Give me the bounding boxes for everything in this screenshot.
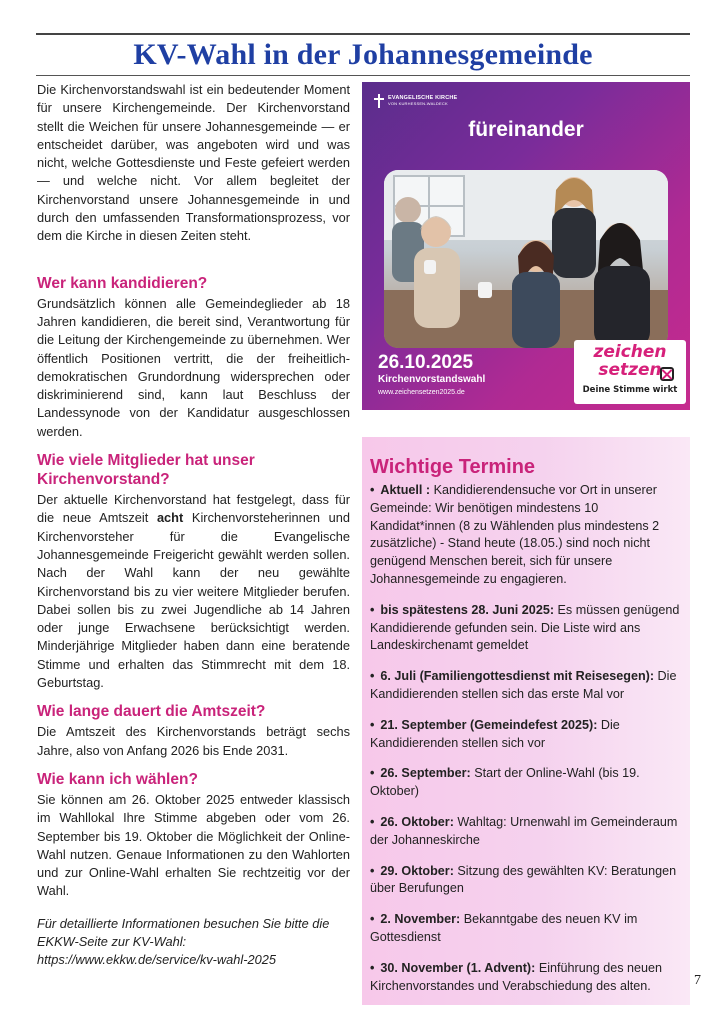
dates-heading: Wichtige Termine <box>370 456 536 478</box>
list-item: • 26. September: Start der Online-Wahl (bis 19. Oktober) <box>370 766 640 799</box>
poster-claim: füreinander <box>468 118 584 141</box>
title-rule <box>36 75 690 76</box>
zeichen-setzen-logo: zeichen setzen Deine Stimme wirkt <box>574 340 686 404</box>
section-heading: Wie viele Mitglieder hat unser Kirchenvorstand? <box>37 452 255 489</box>
section-members <box>37 451 350 692</box>
org-name: EVANGELISCHE KIRCHE <box>388 94 458 101</box>
election-date: 26.10.2025 <box>378 352 474 373</box>
campaign-url[interactable]: www.zeichensetzen2025.de <box>378 389 465 396</box>
ballot-check-icon <box>660 367 674 381</box>
group-photo-illustration <box>384 170 668 348</box>
section-body: Grundsätzlich können alle Gemeindeglieder ab 18 Jahren kandidieren, die bereit sind, Verantwortung für die Leitung der Kirchengemeinde zu übernehmen. Wer öffentlich Positionen vertritt, die der freiheitlich-demokratischen Grundordnung widersprechen oder diskriminierend sind, kann laut Beschluss der Landessynode von der Kandidatur ausgeschlossen werden. <box>37 295 350 439</box>
article-column <box>37 81 350 970</box>
section-term <box>37 702 350 760</box>
group-photo <box>384 170 668 348</box>
list-item: • bis spätestens 28. Juni 2025: Es müssen genügend Kandidierende gefunden sein. Die Liste wird ans Landeskirchenamt gemeldet <box>370 602 680 653</box>
cross-icon <box>374 94 384 108</box>
section-body: Der aktuelle Kirchenvorstand hat festgelegt, dass für die neue Amtszeit acht Kirchenvorsteherinnen und Kirchenvorsteher für die Evangelische Johannesgemeinde Freigericht gewählt werden sollen. Nach der Wahl kann der neu gewählte Kirchenvorstand bis zu vier weitere Mitglieder berufen. Dabei sollen bis zu zwei Jugendliche ab 14 Jahren oder junge Erwachsene berücksichtigt werden. Minderjährige Mitglieder haben dann eine beratende Stimme und erhalten das Stimmrecht mit dem 18. Geburtstag. <box>37 492 350 691</box>
list-item: • 21. September (Gemeindefest 2025): Die Kandidierenden stellen sich vor <box>370 717 620 750</box>
page-title: KV-Wahl in der Johannesgemeinde <box>133 38 593 71</box>
section-voting <box>37 770 350 901</box>
page-number: 7 <box>694 973 701 988</box>
section-body: Sie können am 26. Oktober 2025 entweder klassisch im Wahllokal Ihre Stimme abgeben oder vom 26. September bis 19. Oktober die Möglichkeit der Online-Wahl nutzen. Genaue Informationen zu den Wahlorten und zur Online-Wahl erhalten Sie rechtzeitig vor der Wahl. <box>37 791 350 899</box>
org-region: VON KURHESSEN-WALDECK <box>388 101 448 106</box>
ekkw-logo <box>374 94 457 108</box>
intro-paragraph: Die Kirchenvorstandswahl ist ein bedeutender Moment für unsere Kirchengemeinde. Der Kirchenvorstand stellt die Weichen für unsere Johannesgemeinde — er entscheidet darüber, was angeboten wird und was nicht, welche Gottesdienste und Feste gefeiert werden— und welche nicht. Vor allem begleitet der Kirchenvorstand unsere Johannesgemeinde in und durch den umfassenden Transformationsprozess, vor dem die Kirche in diesen Zeiten steht. <box>37 82 350 244</box>
list-item: • 6. Juli (Familiengottesdienst mit Reisesegen): Die Kandidierenden stellen sich das erste Mal vor <box>370 669 677 701</box>
list-item: • 30. November (1. Advent): Einführung des neuen Kirchenvorstandes und Verabschiedung des alten. <box>370 960 663 993</box>
list-item: • 26. Oktober: Wahltag: Urnenwahl im Gemeinderaum der Johanneskirche <box>370 814 678 847</box>
section-heading: Wer kann kandidieren? <box>37 274 208 292</box>
election-label: Kirchenvorstandswahl <box>378 374 486 385</box>
section-heading: Wie kann ich wählen? <box>37 770 198 788</box>
campaign-poster <box>362 82 690 410</box>
list-item: • 29. Oktober: Sitzung des gewählten KV: Beratungen über Berufungen <box>370 863 677 896</box>
list-item: • 2. November: Bekanntgabe des neuen KV im Gottesdienst <box>370 912 638 944</box>
section-body: Die Amtszeit des Kirchenvorstands beträgt sechs Jahre, also von Anfang 2026 bis Ende 2031. <box>37 724 350 758</box>
section-candidacy <box>37 274 350 441</box>
footnote-link[interactable]: Für detaillierte Informationen besuchen Sie bitte die EKKW-Seite zur KV-Wahl: https://www.ekkw.de/service/kv-wahl-2025 <box>37 915 330 968</box>
bold-word: acht <box>156 510 184 526</box>
logo-tagline: Deine Stimme wirkt <box>582 385 678 395</box>
list-item: • Aktuell : Kandidierendensuche vor Ort in unserer Gemeinde: Wir benötigen mindestens 10 Kandidat*innen (8 zu Wählenden plus mindestens 2 zusätzliche) - Stand heute (18.05.) sind noch nicht genügend Menschen bereit, sich für unsere Johannesgemeinde zu engagieren. <box>370 483 660 586</box>
dates-box <box>362 437 690 1005</box>
section-heading: Wie lange dauert die Amtszeit? <box>37 703 266 721</box>
top-rule <box>36 33 690 35</box>
